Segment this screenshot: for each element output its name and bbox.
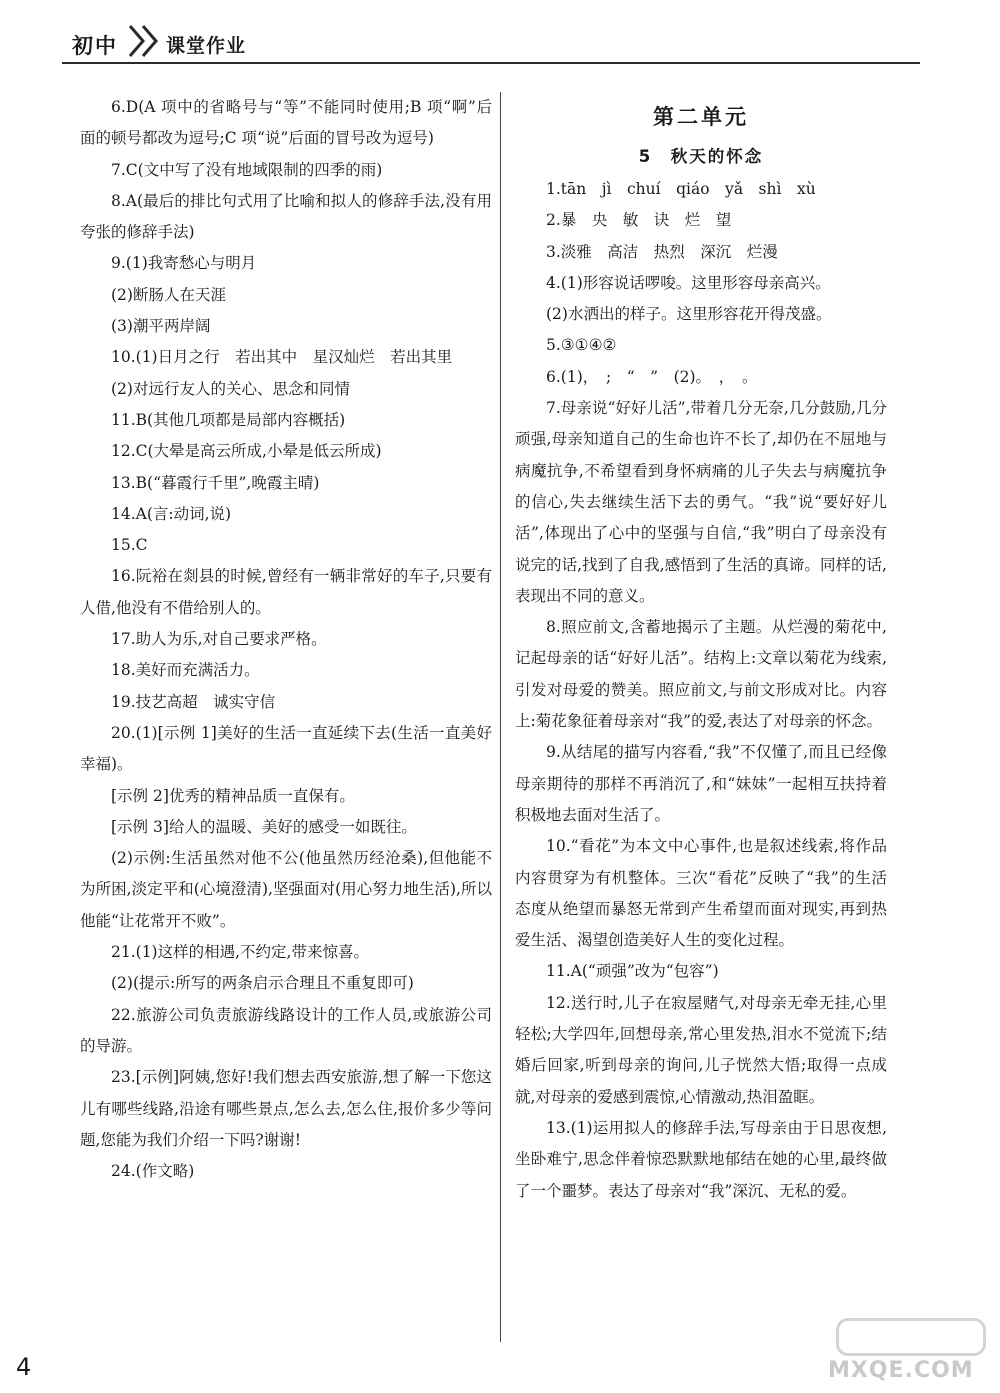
answer-item: 6.D(A 项中的省略号与“等”不能同时使用;B 项“啊”后面的顿号都改为逗号;C 项“说”后面的冒号改为逗号): [80, 98, 492, 148]
answer-item: 10.(1)日月之行 若出其中 星汉灿烂 若出其里: [111, 348, 453, 367]
answer-item: 20.(1)[示例 1]美好的生活一直延续下去(生活一直美好幸福)。: [80, 723, 492, 774]
answer-item: (2)(提示:所写的两条启示合理且不重复即可): [111, 974, 414, 993]
answer-item: 9.从结尾的描写内容看,“我”不仅懂了,而且已经像母亲期待的那样不再消沉了,和“妹妹”一起相互扶持着积极地去面对生活了。: [515, 743, 887, 824]
answer-item: (2)示例:生活虽然对他不公(他虽然历经沧桑),但他能不为所困,淡定平和(心境澄清),坚强面对(用心努力地生活),所以他能“让花常开不败”。: [80, 849, 492, 930]
answer-item: (3)潮平两岸阔: [111, 317, 211, 336]
answer-item: 3.淡雅 高洁 热烈 深沉 烂漫: [546, 242, 778, 261]
answer-item: 17.助人为乐,对自己要求严格。: [111, 630, 327, 649]
answer-item: 12.C(大晕是高云所成,小晕是低云所成): [111, 442, 382, 461]
answer-item: 19.技艺高超 诚实守信: [111, 692, 276, 711]
answer-item: 21.(1)这样的相遇,不约定,带来惊喜。: [111, 943, 369, 962]
answer-item: 1.tān jì chuí qiáo yǎ shì xù: [546, 180, 816, 198]
answer-item: 22.旅游公司负责旅游线路设计的工作人员,或旅游公司的导游。: [80, 1005, 492, 1055]
answer-item: 2.暴 央 敏 诀 烂 望: [546, 211, 732, 230]
left-column: [80, 92, 492, 1187]
double-chevron-icon: [126, 22, 162, 60]
answer-item: 8.A(最后的排比句式用了比喻和拟人的修辞手法,没有用夸张的修辞手法): [80, 191, 492, 242]
answer-item: 15.C: [111, 536, 148, 555]
answer-item: 7.母亲说“好好儿活”,带着几分无奈,几分鼓励,几分顽强,母亲知道自己的生命也许不长了,却仍在不屈地与病魔抗争,不希望看到身怀病痛的儿子失去与病魔抗争的信心,失去继续生活下去的勇气。“我”说“要好好儿活”,体现出了心中的坚强与自信,“我”明白了母亲没有说完的话,找到了自我,感悟到了生活的真谛。同样的话,表现出不同的意义。: [515, 399, 887, 605]
answer-item: 18.美好而充满活力。: [111, 661, 260, 680]
answer-item: 8.照应前文,含蓄地揭示了主题。从烂漫的菊花中,记起母亲的话“好好儿活”。结构上:文章以菊花为线索,引发对母爱的赞美。照应前文,与前文形成对比。内容上:菊花象征着母亲对“我”的爱,表达了对母亲的怀念。: [515, 618, 887, 731]
book-title: 课堂作业: [166, 35, 247, 57]
answer-item: 24.(作文略): [111, 1162, 195, 1181]
watermark-url: MXQE.COM: [828, 1358, 974, 1383]
grade-level-label: 初中: [72, 34, 118, 58]
page-header: [62, 22, 920, 64]
answer-item: 6.(1)， ; “ ” (2)。 ， 。: [546, 367, 758, 386]
answer-item: 13.B(“暮霞行千里”,晚霞主晴): [111, 473, 320, 492]
page-number: 4: [16, 1353, 32, 1381]
answer-item: 11.A(“顽强”改为“包容”): [546, 962, 719, 981]
watermark-badge: [836, 1318, 986, 1356]
answer-item: (2)对远行友人的关心、思念和同情: [111, 379, 350, 398]
answer-item: 10.“看花”为本文中心事件,也是叙述线索,将作品内容贯穿为有机整体。三次“看花”反映了“我”的生活态度从绝望而暴怒无常到产生希望而面对现实,再到热爱生活、渴望创造美好人生的变化过程。: [515, 837, 887, 950]
answer-item: (2)水洒出的样子。这里形容花开得茂盛。: [546, 305, 832, 324]
column-divider: [500, 92, 501, 1342]
answer-item: [示例 3]给人的温暖、美好的感受一如既往。: [111, 817, 417, 836]
answer-item: 13.(1)运用拟人的修辞手法,写母亲由于日思夜想,坐卧难宁,思念伴着惊恐默默地郁结在她的心里,最终做了一个噩梦。表达了母亲对“我”深沉、无私的爱。: [515, 1118, 887, 1200]
answer-item: 14.A(言:动词,说): [111, 504, 232, 523]
unit-title: 第二单元: [653, 105, 749, 129]
answer-item: 11.B(其他几项都是局部内容概括): [111, 410, 346, 429]
answer-item: 16.阮裕在剡县的时候,曾经有一辆非常好的车子,只要有人借,他没有不借给别人的。: [80, 567, 492, 617]
answer-item: 12.送行时,儿子在寂屋赌气,对母亲无牵无挂,心里轻松;大学四年,回想母亲,常心里发热,泪水不觉流下;结婚后回家,听到母亲的询问,儿子恍然大悟;取得一点成就,对母亲的爱感到震惊,心情激动,热泪盈眶。: [515, 993, 887, 1106]
answer-item: 7.C(文中写了没有地域限制的四季的雨): [111, 160, 383, 179]
answer-item: 4.(1)形容说话啰唆。这里形容母亲高兴。: [546, 273, 831, 292]
lesson-title: 5 秋天的怀念: [638, 147, 764, 166]
answer-item: [示例 2]优秀的精神品质一直保有。: [111, 786, 355, 805]
answer-item: 23.[示例]阿姨,您好!我们想去西安旅游,想了解一下您这儿有哪些线路,沿途有哪些景点,怎么去,怎么住,报价多少等问题,您能为我们介绍一下吗?谢谢!: [80, 1068, 492, 1149]
watermark: [828, 1318, 996, 1388]
answer-item: 9.(1)我寄愁心与明月: [111, 254, 257, 273]
answer-item: 5.③①④②: [546, 336, 617, 355]
right-column: [515, 92, 887, 1207]
answer-item: (2)断肠人在天涯: [111, 285, 226, 304]
